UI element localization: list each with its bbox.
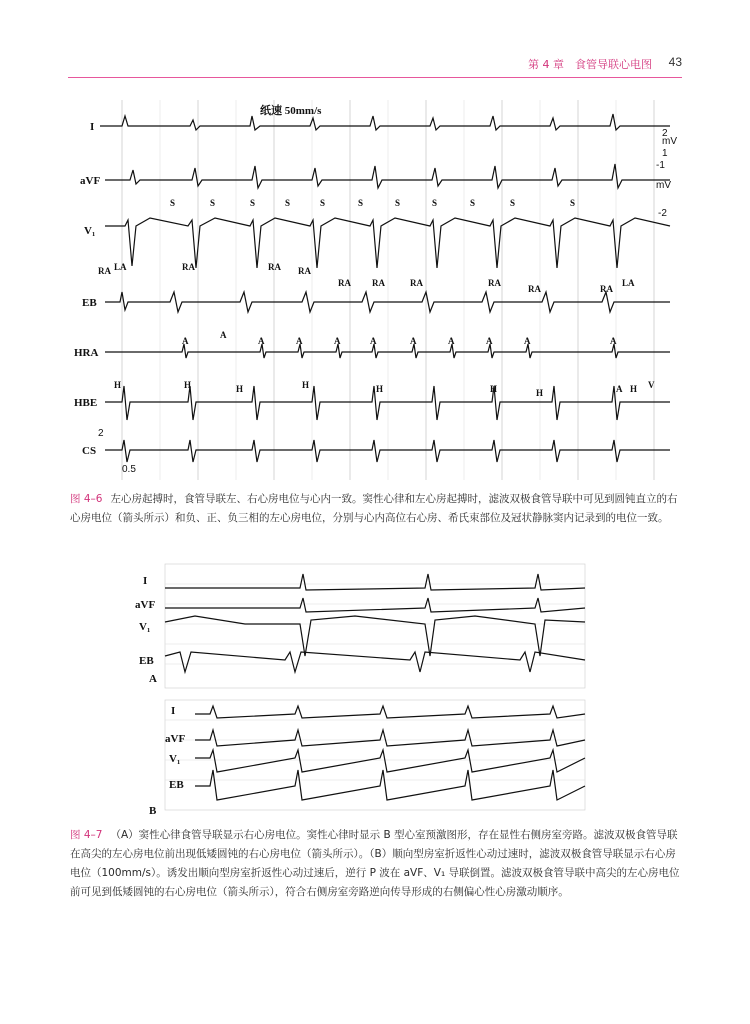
svg-text:H: H xyxy=(236,384,244,394)
eb-markers xyxy=(98,262,635,294)
fig7a-lead-eb: EB xyxy=(139,655,154,667)
grid-lines xyxy=(122,100,654,480)
svg-text:S: S xyxy=(470,198,476,208)
svg-text:A: A xyxy=(486,336,493,346)
fig7a-trace-i xyxy=(165,574,585,590)
fig7b-trace-v1 xyxy=(195,750,585,772)
svg-text:H: H xyxy=(114,380,122,390)
ecg-figure-4-7 xyxy=(135,560,595,822)
svg-text:mV: mV xyxy=(656,180,671,191)
svg-text:H: H xyxy=(630,384,638,394)
svg-text:-1: -1 xyxy=(656,160,665,171)
caption-4-7-label: 图 4–7 xyxy=(70,829,103,841)
fig7b-trace-i xyxy=(195,706,585,718)
svg-text:1: 1 xyxy=(662,148,668,159)
svg-text:A: A xyxy=(220,330,227,340)
svg-text:S: S xyxy=(432,198,438,208)
trace-lead-hra xyxy=(105,344,670,358)
page-number: 43 xyxy=(668,55,682,69)
fig7b-lead-avf: aVF xyxy=(165,733,186,745)
svg-text:S: S xyxy=(320,198,326,208)
caption-4-7 xyxy=(70,826,682,902)
lead-label-hra: HRA xyxy=(74,347,99,359)
panel-a-label: A xyxy=(149,673,157,685)
svg-text:RA: RA xyxy=(268,262,281,272)
fig7a-lead-avf: aVF xyxy=(135,599,156,611)
svg-text:S: S xyxy=(510,198,516,208)
svg-text:0.5: 0.5 xyxy=(122,464,136,475)
svg-text:A: A xyxy=(610,336,617,346)
chapter-title: 第 4 章 食管导联心电图 xyxy=(528,58,652,71)
lead-label-avf: aVF xyxy=(80,175,101,187)
trace-lead-i xyxy=(100,114,670,130)
lead-label-i: I xyxy=(90,121,95,133)
svg-text:mV: mV xyxy=(662,136,677,147)
trace-lead-hbe xyxy=(105,386,670,420)
ecg-figure-4-6 xyxy=(70,96,685,484)
svg-text:S: S xyxy=(285,198,291,208)
svg-text:RA: RA xyxy=(338,278,351,288)
fig7b-lead-i: I xyxy=(171,705,176,717)
panel-a-grid xyxy=(165,564,585,688)
svg-text:RA: RA xyxy=(98,266,111,276)
caption-4-7-text: （A）窦性心律食管导联显示右心房电位。窦性心律时显示 B 型心室预激图形，存在显性右侧房室旁路。滤波双极食管导联在高尖的左心房电位前出现低矮圆钝的右心房电位（箭头所示）。（B）顺向型房室折返性心动过速时，滤波双极食管导联显示右心房电位（100mm/s）。诱发出顺向型房室折返性心动过速后，逆行 P 波在 aVF、V₁ 导联倒置。滤波双极食管导联中高尖的左心房电位前可见到低矮圆钝的右心房电位（箭头所示），符合右侧房室旁路逆向传导形成的右侧偏心性心房激动顺序。 xyxy=(70,829,680,898)
svg-text:H: H xyxy=(376,384,384,394)
panel-b-grid xyxy=(165,700,585,810)
svg-text:LA: LA xyxy=(114,262,127,272)
lead-label-hbe: HBE xyxy=(74,397,98,409)
svg-text:A: A xyxy=(410,336,417,346)
svg-text:H: H xyxy=(536,388,544,398)
svg-text:S: S xyxy=(570,198,576,208)
header-rule xyxy=(68,77,682,78)
lead-label-v1: V₁ xyxy=(84,225,96,237)
page-header xyxy=(68,52,682,78)
trace-lead-cs xyxy=(105,440,670,462)
svg-text:RA: RA xyxy=(182,262,195,272)
fig7b-trace-eb xyxy=(195,770,585,800)
svg-text:RA: RA xyxy=(298,266,311,276)
svg-text:2: 2 xyxy=(662,128,668,139)
svg-text:2: 2 xyxy=(98,428,104,439)
fig7a-lead-v1: V₁ xyxy=(139,621,151,633)
paper-speed-label: 纸速 50mm/s xyxy=(260,105,322,117)
figure-4-6 xyxy=(70,96,685,484)
svg-text:-2: -2 xyxy=(658,208,667,219)
panel-b-label: B xyxy=(149,805,157,817)
svg-text:RA: RA xyxy=(528,284,541,294)
svg-text:A: A xyxy=(524,336,531,346)
svg-text:A: A xyxy=(334,336,341,346)
fig7a-trace-avf xyxy=(165,598,585,612)
svg-text:RA: RA xyxy=(488,278,501,288)
svg-text:RA: RA xyxy=(410,278,423,288)
svg-text:H: H xyxy=(184,380,192,390)
s-markers xyxy=(170,198,575,208)
svg-text:A: A xyxy=(370,336,377,346)
a-markers xyxy=(182,330,617,346)
trace-lead-v1 xyxy=(105,218,670,268)
svg-text:S: S xyxy=(170,198,176,208)
caption-4-6-text: 左心房起搏时，食管导联左、右心房电位与心内一致。窦性心律和左心房起搏时，滤波双极食管导联中可见到圆钝直立的右心房电位（箭头所示）和负、正、负三相的左心房电位，分别与心内高位右心房、希氏束部位及冠状静脉窦内记录到的电位一致。 xyxy=(70,493,678,524)
lead-label-cs: CS xyxy=(82,445,97,457)
svg-text:A: A xyxy=(258,336,265,346)
trace-lead-eb xyxy=(105,292,670,312)
svg-text:A: A xyxy=(448,336,455,346)
svg-text:S: S xyxy=(358,198,364,208)
svg-text:S: S xyxy=(210,198,216,208)
svg-text:H: H xyxy=(302,380,310,390)
svg-text:A: A xyxy=(616,384,623,394)
svg-text:RA: RA xyxy=(600,284,613,294)
svg-text:LA: LA xyxy=(622,278,635,288)
fig7a-trace-v1 xyxy=(165,616,585,656)
fig7a-trace-eb xyxy=(165,652,585,672)
svg-text:V: V xyxy=(648,380,655,390)
svg-text:S: S xyxy=(395,198,401,208)
svg-text:S: S xyxy=(250,198,256,208)
figure-4-7 xyxy=(135,560,595,822)
fig7a-lead-i: I xyxy=(143,575,148,587)
svg-text:A: A xyxy=(182,336,189,346)
fig7b-lead-eb: EB xyxy=(169,779,184,791)
h-markers xyxy=(114,380,655,398)
caption-4-6-label: 图 4–6 xyxy=(70,493,103,505)
trace-lead-avf xyxy=(105,164,670,188)
svg-text:H: H xyxy=(490,384,498,394)
svg-text:RA: RA xyxy=(372,278,385,288)
svg-text:A: A xyxy=(296,336,303,346)
fig7b-trace-avf xyxy=(195,730,585,746)
lead-label-eb: EB xyxy=(82,297,97,309)
caption-4-6 xyxy=(70,490,682,528)
fig7b-lead-v1: V₁ xyxy=(169,753,181,765)
